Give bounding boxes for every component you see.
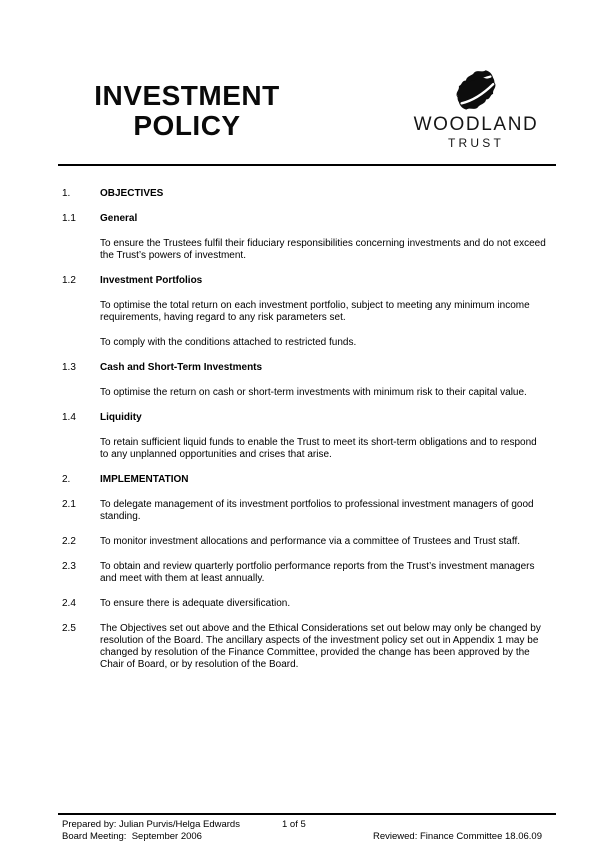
- footer-line-1: [62, 819, 547, 831]
- footer-divider: [58, 813, 556, 815]
- logo-wordmark: WOODLAND: [413, 114, 539, 135]
- oak-leaves-icon: [445, 66, 507, 112]
- section-heading: Investment Portfolios: [100, 275, 203, 286]
- footer-page-number: 1 of 5: [282, 819, 306, 830]
- section-heading-row: [62, 188, 547, 200]
- numbered-item: [62, 623, 547, 671]
- section-paragraph: To retain sufficient liquid funds to enable the Trust to meet its short-term obligations and to respond to any unplanned opportunities and crises that arise.: [100, 437, 537, 460]
- section-number: 2.2: [62, 536, 76, 547]
- footer-prepared-by: Prepared by: Julian Purvis/Helga Edwards: [62, 819, 240, 830]
- section-number: 2.4: [62, 598, 76, 609]
- section-heading: Liquidity: [100, 412, 142, 423]
- logo-subtext: TRUST: [448, 136, 504, 150]
- numbered-item: [62, 536, 547, 548]
- section-paragraph: To optimise the total return on each investment portfolio, subject to meeting any minimum income requirements, having regard to any risk parameters set.: [100, 300, 530, 323]
- section-paragraph: To delegate management of its investment portfolios to professional investment managers of good standing.: [100, 499, 534, 522]
- document-title: [60, 81, 314, 141]
- header-divider: [58, 164, 556, 166]
- footer-reviewed: Reviewed: Finance Committee 18.06.09: [373, 830, 542, 842]
- numbered-item: [62, 598, 547, 610]
- section-heading-row: [62, 474, 547, 486]
- section-heading-row: [62, 275, 547, 287]
- document-title-line2: POLICY: [133, 110, 241, 141]
- section-paragraph: To ensure there is adequate diversification.: [100, 598, 291, 609]
- section-heading-row: [62, 412, 547, 424]
- woodland-trust-logo: [408, 66, 544, 150]
- section-number: 1.3: [62, 362, 76, 373]
- footer-board-meeting: Board Meeting: September 2006: [62, 830, 202, 842]
- section-heading-row: [62, 362, 547, 374]
- section-paragraph: To obtain and review quarterly portfolio performance reports from the Trust’s investment managers and meet with them at least annually.: [100, 561, 535, 584]
- section-heading: OBJECTIVES: [100, 188, 164, 199]
- section-number: 2.: [62, 474, 71, 485]
- section-number: 1.1: [62, 213, 76, 224]
- document-body: [62, 188, 547, 684]
- numbered-item: [62, 499, 547, 523]
- footer-line-2: [62, 831, 547, 843]
- section-number: 1.2: [62, 275, 76, 286]
- section-number: 2.5: [62, 623, 76, 634]
- section-paragraph: To monitor investment allocations and performance via a committee of Trustees and Trust staff.: [100, 536, 521, 547]
- section-number: 1.4: [62, 412, 76, 423]
- section-heading: General: [100, 213, 138, 224]
- section-paragraph: To optimise the return on cash or short-term investments with minimum risk to their capital value.: [100, 387, 527, 398]
- document-footer: [62, 819, 547, 842]
- section-heading-row: [62, 213, 547, 225]
- section-paragraph: To ensure the Trustees fulfil their fiduciary responsibilities concerning investments and do not exceed the Trust’s powers of investment.: [100, 238, 546, 261]
- section-number: 1.: [62, 188, 71, 199]
- document-title-line1: INVESTMENT: [94, 80, 280, 111]
- numbered-item: [62, 561, 547, 585]
- section-heading: IMPLEMENTATION: [100, 474, 189, 485]
- section-paragraph: The Objectives set out above and the Ethical Considerations set out below may only be changed by resolution of the Board. The ancillary aspects of the investment policy set out in Appendix 1 may be changed by resolution of the Finance Committee, provided the change has been approved by the Chair of Board, or by resolution of the Board.: [100, 623, 541, 670]
- section-number: 2.1: [62, 499, 76, 510]
- section-number: 2.3: [62, 561, 76, 572]
- section-paragraph: To comply with the conditions attached to restricted funds.: [100, 337, 357, 348]
- section-heading: Cash and Short-Term Investments: [100, 362, 263, 373]
